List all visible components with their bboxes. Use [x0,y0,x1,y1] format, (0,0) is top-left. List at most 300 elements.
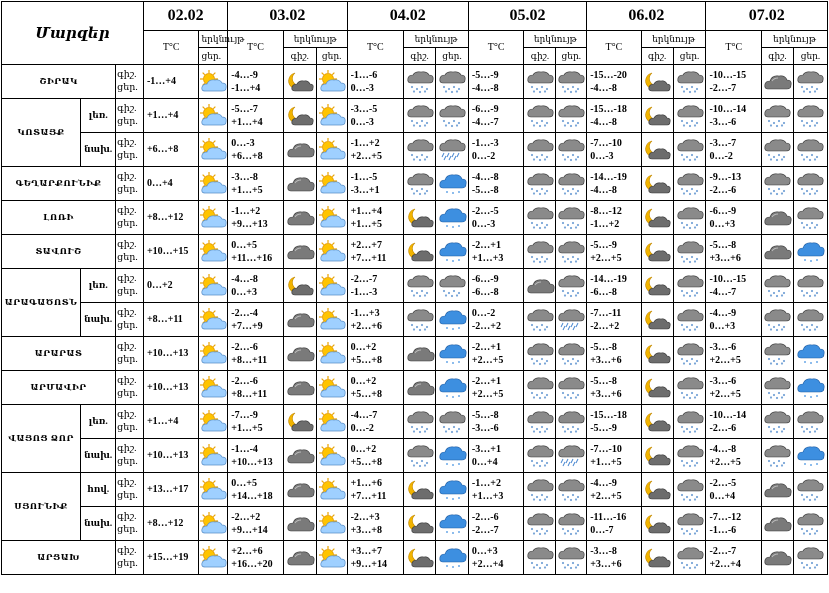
snow-cloud-icon [404,269,436,303]
sky-header: երկնույթ [641,31,706,48]
day-label: ցեր. [117,490,138,501]
sun-cloud-icon [199,235,228,269]
cloud-blue-icon [436,235,469,269]
temp-range [468,303,524,337]
snow-cloud-icon [436,65,469,99]
dark-cloud-icon [283,303,316,337]
night-temp: -2…-4 [231,307,258,319]
moon-cloud-icon [641,473,673,507]
snow-cloud-icon [762,167,794,201]
temp-range: 0…+4 [143,167,199,201]
sun-cloud-icon [316,303,347,337]
day-header: ցեր. [436,48,469,65]
night-temp: -3…-6 [709,341,737,353]
day-temp: -1…+4 [231,82,261,94]
night-temp: -5…-8 [471,409,499,421]
temp-range: 0…+2 [143,269,199,303]
sun-cloud-icon [199,201,228,235]
time-of-day-labels [116,167,144,201]
day-temp: +7…+11 [350,252,387,264]
temp-range [347,269,404,303]
night-temp: -4…-9 [231,69,258,81]
dark-cloud-icon [283,473,316,507]
night-temp: -1…+2 [471,477,501,489]
day-temp: 0…+3 [709,320,736,332]
day-temp: +2…+5 [709,354,741,366]
moon-cloud-icon [641,201,673,235]
dark-cloud-icon [283,167,316,201]
temp-range: +1…+4 [143,405,199,439]
temp-range [587,405,642,439]
night-temp: -15…-18 [590,409,627,421]
snow-cloud-icon [556,371,587,405]
night-temp: -7…-11 [590,307,622,319]
cloud-blue-icon [436,371,469,405]
day-temp: +3…+6 [590,388,622,400]
snow-cloud-icon [436,99,469,133]
day-temp: 0…-3 [471,218,496,230]
temp-range [347,99,404,133]
night-temp: -1…+2 [231,205,261,217]
table-row [2,303,828,337]
day-label: ցեր. [117,184,138,195]
snow-cloud-icon [673,99,706,133]
sky-header: երկնույթ [762,31,828,48]
snow-cloud-icon [404,167,436,201]
dark-cloud-icon [283,371,316,405]
snow-cloud-icon [556,405,587,439]
day-temp: +1…+5 [231,422,263,434]
sun-cloud-icon [316,439,347,473]
region-name: ԿՈՏԱՅՔ [2,99,81,167]
snow-cloud-icon [793,507,827,541]
sun-cloud-icon [199,473,228,507]
temp-range [347,133,404,167]
moon-cloud-icon [283,65,316,99]
subregion-label: լեռ. [81,405,116,439]
snow-cloud-icon [436,269,469,303]
night-label: գիշ. [117,171,137,182]
temp-range [468,371,524,405]
time-of-day-labels [116,541,144,575]
temp-range: +8…+12 [143,507,199,541]
cloud-blue-icon [436,541,469,575]
temp-range [228,507,284,541]
moon-cloud-icon [641,133,673,167]
snow-cloud-icon [556,99,587,133]
snow-cloud-icon [404,405,436,439]
snow-cloud-icon [556,235,587,269]
night-label: գիշ. [117,273,137,284]
time-of-day-labels [116,133,144,167]
snow-cloud-icon [556,133,587,167]
day-temp: 0…-3 [590,150,614,162]
temp-range [347,303,404,337]
snow-cloud-icon [762,133,794,167]
day-temp: +3…+6 [590,354,622,366]
night-temp: 0…+2 [350,375,377,387]
snow-cloud-icon [556,167,587,201]
cloud-blue-icon [436,473,469,507]
night-temp: -5…-7 [231,103,258,115]
day-temp: +3…+6 [709,252,741,264]
region-name: ԱՐՑԱԽ [2,541,116,575]
night-temp: -7…-9 [231,409,258,421]
time-of-day-labels [116,439,144,473]
temp-range: +1…+4 [143,99,199,133]
day-temp: +1…+3 [471,490,504,502]
snow-cloud-icon [673,473,706,507]
day-temp: +1…+3 [471,252,504,264]
temp-range [587,235,642,269]
temp-range [228,167,284,201]
night-temp: -5…-8 [590,341,617,353]
night-temp: -1…-4 [231,443,258,455]
night-temp: -3…+1 [471,443,501,455]
snow-cloud-icon [524,99,556,133]
night-header: գիշ. [283,48,316,65]
time-of-day-labels [116,99,144,133]
day-temp: +1…+5 [350,218,382,230]
day-temp: +3…+6 [590,558,622,570]
region-name: ԼՈՌԻ [2,201,116,235]
snow-cloud-icon [404,133,436,167]
region-name: ԳԵՂԱՐՔՈՒՆԻՔ [2,167,116,201]
night-temp: -6…-9 [471,103,499,115]
day-temp: +2…+4 [471,558,504,570]
night-header: գիշ. [762,48,794,65]
day-temp: -4…-8 [590,116,617,128]
moon-cloud-icon [641,405,673,439]
snow-cloud-icon [673,439,706,473]
table-row [2,65,828,99]
dark-cloud-icon [283,541,316,575]
date-2: 04.02 [347,2,468,31]
cloud-blue-icon [793,371,827,405]
sun-cloud-icon [316,405,347,439]
snow-cloud-icon [762,439,794,473]
day-temp: +1…+4 [231,116,263,128]
snow-cloud-icon [673,507,706,541]
temp-range [228,235,284,269]
time-of-day-labels [116,473,144,507]
temp-unit-header: T°C [228,31,284,65]
night-temp: -10…-15 [709,69,747,81]
snow-cloud-icon [673,235,706,269]
sun-cloud-icon [316,371,347,405]
day-header: ցեր. [793,48,827,65]
snow-cloud-icon [524,371,556,405]
night-temp: -5…-9 [590,239,617,251]
region-name: ՍՅՈՒՆԻՔ [2,473,81,541]
temp-range [468,65,524,99]
night-header: գիշ. [641,48,673,65]
snow-cloud-icon [524,235,556,269]
day-temp: -2…-6 [709,422,737,434]
day-temp: +3…+8 [350,524,382,536]
night-temp: -2…+2 [231,511,261,523]
date-1: 03.02 [228,2,347,31]
sun-cloud-icon [199,65,228,99]
day-label: ցեր. [117,422,138,433]
temp-range [468,405,524,439]
sun-cloud-icon [199,405,228,439]
day-temp: +7…+9 [231,320,263,332]
temp-range [347,337,404,371]
date-0: 02.02 [143,2,227,31]
moon-cloud-icon [404,541,436,575]
cloud-blue-icon [436,337,469,371]
day-temp: +11…+16 [231,252,273,264]
dark-cloud-icon [283,507,316,541]
snow-cloud-icon [793,269,827,303]
dark-cloud-icon [762,235,794,269]
day-temp: +2…+5 [350,150,382,162]
moon-cloud-icon [404,507,436,541]
day-temp: +9…+14 [350,558,387,570]
region-name: ՇԻՐԱԿ [2,65,116,99]
night-temp: -2…-7 [709,545,737,557]
temp-range [347,507,404,541]
snow-cloud-icon [673,371,706,405]
sun-cloud-icon [199,133,228,167]
day-label: ցեր. [117,286,138,297]
day-temp: -6…-8 [590,286,617,298]
night-temp: -7…-12 [709,511,742,523]
sun-cloud-icon [316,99,347,133]
night-label: գիշ. [117,477,137,488]
temp-range: +6…+8 [143,133,199,167]
day-temp: 0…+3 [231,286,257,298]
moon-cloud-icon [283,269,316,303]
temp-range [468,133,524,167]
day-temp: +2…+5 [590,252,622,264]
night-temp: 0…+2 [350,443,377,455]
night-temp: +1…+4 [350,205,382,217]
night-temp: -2…-6 [231,375,258,387]
date-4: 06.02 [587,2,706,31]
snow-cloud-icon [673,167,706,201]
night-temp: -2…+1 [471,341,501,353]
date-3: 05.02 [468,2,586,31]
snow-cloud-icon [793,303,827,337]
night-temp: 0…+3 [471,545,498,557]
day-temp: +2…+5 [471,388,504,400]
night-label: գիշ. [117,307,137,318]
subregion-label: նախ. [81,133,116,167]
day-temp: -3…-6 [471,422,499,434]
night-temp: -1…-5 [350,171,378,183]
temp-range [587,65,642,99]
temp-range [347,473,404,507]
snow-cloud-icon [556,201,587,235]
temp-unit-header: T°C [706,31,762,65]
day-temp: 0…-3 [350,116,374,128]
table-row [2,507,828,541]
time-of-day-labels [116,269,144,303]
night-temp: -1…-6 [350,69,378,81]
snow-cloud-icon [524,507,556,541]
night-temp: -5…-9 [471,69,499,81]
sun-cloud-icon [316,507,347,541]
region-name: ՏԱՎՈՒՇ [2,235,116,269]
day-temp: +5…+8 [350,456,382,468]
table-row [2,235,828,269]
temp-range [468,99,524,133]
day-temp: +10…+13 [231,456,273,468]
time-of-day-labels [116,201,144,235]
sun-cloud-icon [199,167,228,201]
snow-cloud-icon [404,65,436,99]
night-temp: -5…-8 [709,239,737,251]
temp-range [468,167,524,201]
night-temp: -8…-12 [590,205,622,217]
snow-cloud-icon [673,541,706,575]
temp-range [228,65,284,99]
temp-range [228,439,284,473]
day-temp: +1…+5 [231,184,263,196]
region-name: ԱՐԱԳԱԾՈՏՆ [2,269,81,337]
snow-cloud-icon [556,65,587,99]
temp-range [706,303,762,337]
date-5: 07.02 [706,2,828,31]
day-label: ցեր. [117,252,138,263]
temp-unit-header: T°C [347,31,404,65]
cloud-blue-icon [436,167,469,201]
snow-cloud-icon [793,99,827,133]
snow-cloud-icon [793,473,827,507]
day-header: ցեր. [316,48,347,65]
day-temp: +2…+5 [590,490,622,502]
snow-cloud-icon [762,269,794,303]
night-temp: -14…-19 [590,273,627,285]
day-temp: +2…+5 [709,456,741,468]
temp-range [706,201,762,235]
sun-cloud-icon [199,337,228,371]
day-temp: -4…-7 [471,116,499,128]
night-header: գիշ. [524,48,556,65]
temp-range [706,99,762,133]
day-temp: 0…+4 [471,456,498,468]
temp-range [228,303,284,337]
forecast-table [1,1,828,575]
temp-range [706,337,762,371]
moon-cloud-icon [641,541,673,575]
temp-range [587,133,642,167]
snow-cloud-icon [673,269,706,303]
time-of-day-labels [116,405,144,439]
dark-cloud-icon [762,507,794,541]
day-temp: -6…-8 [471,286,499,298]
night-temp: 0…-3 [231,137,255,149]
snow-cloud-icon [673,201,706,235]
dark-cloud-icon [283,439,316,473]
table-row [2,269,828,303]
day-label: ցեր. [117,354,138,365]
day-temp: +2…+5 [471,354,504,366]
day-temp: +8…+11 [231,388,268,400]
snow-cloud-icon [793,167,827,201]
snow-cloud-icon [404,439,436,473]
day-temp: -5…-8 [471,184,499,196]
day-label: ցեր. [117,150,138,161]
day-temp: -2…-7 [709,82,737,94]
day-temp: 0…+3 [709,218,736,230]
night-label: գիշ. [117,137,137,148]
snow-cloud-icon [524,201,556,235]
day-temp: +1…+5 [590,456,622,468]
moon-cloud-icon [641,439,673,473]
night-temp: -2…+1 [471,239,501,251]
snow-cloud-icon [524,337,556,371]
moon-cloud-icon [641,371,673,405]
temp-range [706,133,762,167]
temp-range [468,201,524,235]
sky-header: երկնույթ [199,31,228,48]
dark-cloud-icon [283,201,316,235]
day-temp: +16…+20 [231,558,273,570]
night-temp: -10…-15 [709,273,747,285]
night-temp: -3…-6 [709,375,737,387]
day-temp: 0…-2 [709,150,733,162]
temp-range [587,507,642,541]
sun-cloud-icon [199,303,228,337]
night-temp: -14…-19 [590,171,627,183]
day-temp: -5…-9 [590,422,617,434]
snow-cloud-icon [556,507,587,541]
night-label: գիշ. [117,341,137,352]
sun-cloud-icon [316,269,347,303]
moon-cloud-icon [641,65,673,99]
temp-range: +15…+19 [143,541,199,575]
sun-cloud-icon [316,167,347,201]
day-temp: +7…+11 [350,490,387,502]
temp-range [706,405,762,439]
day-label: ցեր. [117,524,138,535]
night-label: գիշ. [117,103,137,114]
moon-cloud-icon [641,167,673,201]
temp-range [347,235,404,269]
temp-range [228,473,284,507]
night-temp: -2…+3 [350,511,380,523]
temp-range: +10…+13 [143,371,199,405]
temp-range [587,371,642,405]
night-temp: -4…-7 [350,409,378,421]
subregion-label: լեռ. [81,269,116,303]
subregion-label: նախ. [81,303,116,337]
cloud-blue-icon [436,201,469,235]
temp-range [587,303,642,337]
day-label: ցեր. [117,116,138,127]
moon-cloud-icon [404,201,436,235]
snow-cloud-icon [524,65,556,99]
table-row [2,167,828,201]
temp-range [706,65,762,99]
night-temp: -3…-5 [350,103,378,115]
day-header: ցեր. [556,48,587,65]
snow-cloud-icon [673,337,706,371]
night-temp: -9…-13 [709,171,742,183]
moon-cloud-icon [404,235,436,269]
day-temp: +2…+5 [709,388,741,400]
temp-range [706,439,762,473]
time-of-day-labels [116,303,144,337]
snow-cloud-icon [673,303,706,337]
day-label: ցեր. [117,320,138,331]
moon-cloud-icon [641,337,673,371]
table-row [2,541,828,575]
snow-cloud-icon [436,405,469,439]
